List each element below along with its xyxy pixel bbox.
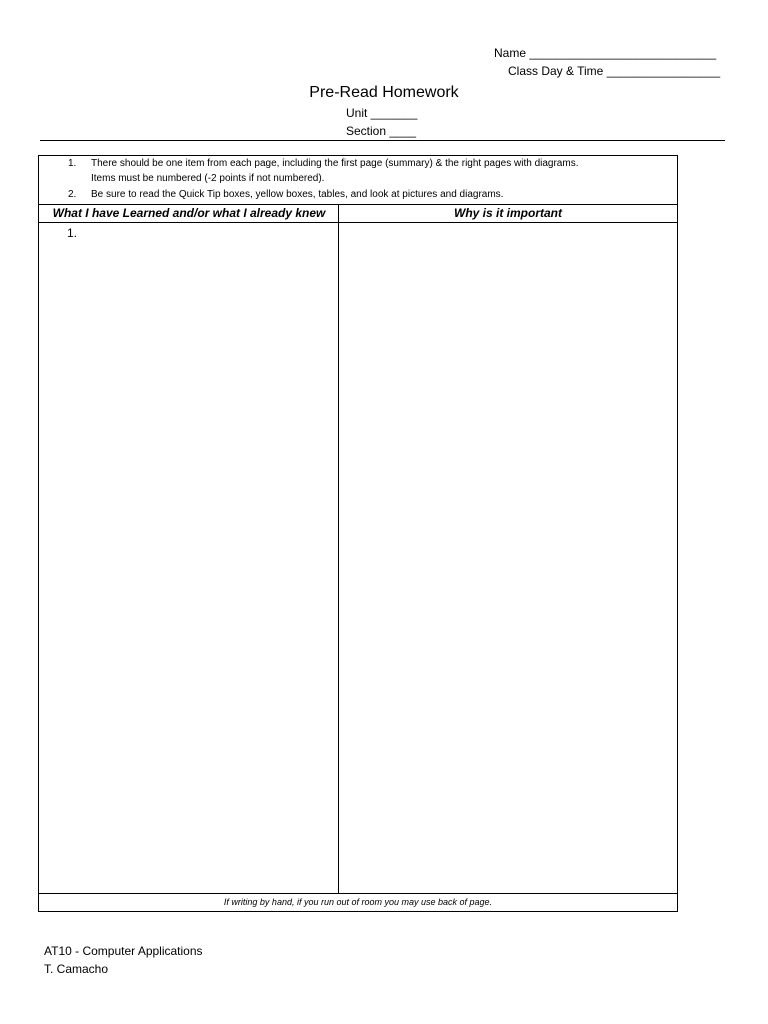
column-header-importance: Why is it important [454, 206, 562, 220]
course-name: AT10 - Computer Applications [44, 944, 203, 958]
unit-field-line: Unit _______ [346, 106, 418, 120]
teacher-name: T. Camacho [44, 962, 109, 976]
instructions-box [39, 156, 677, 205]
instruction-text: Items must be numbered (-2 points if not numbered). [91, 173, 325, 184]
column-header-row [39, 205, 677, 223]
table-footer-note: If writing by hand, if you run out of room you may use back of page. [39, 893, 677, 911]
instruction-number: 1. [68, 158, 77, 169]
instruction-text: Be sure to read the Quick Tip boxes, yellow boxes, tables, and look at pictures and diagrams. [91, 189, 504, 200]
header-divider [40, 140, 725, 141]
section-field-line: Section ____ [346, 124, 417, 138]
instruction-text: There should be one item from each page, including the first page (summary) & the right pages with diagrams. [91, 158, 579, 169]
homework-table [38, 155, 678, 912]
name-field-line: Name ____________________________ [494, 46, 717, 60]
class-day-time-line: Class Day & Time _________________ [508, 64, 721, 78]
page-title: Pre-Read Homework [309, 84, 459, 101]
list-item-number: 1. [67, 226, 78, 240]
column-header-learned: What I have Learned and/or what I already knew [52, 206, 326, 220]
column-divider [338, 205, 339, 894]
instruction-number: 2. [68, 189, 77, 200]
